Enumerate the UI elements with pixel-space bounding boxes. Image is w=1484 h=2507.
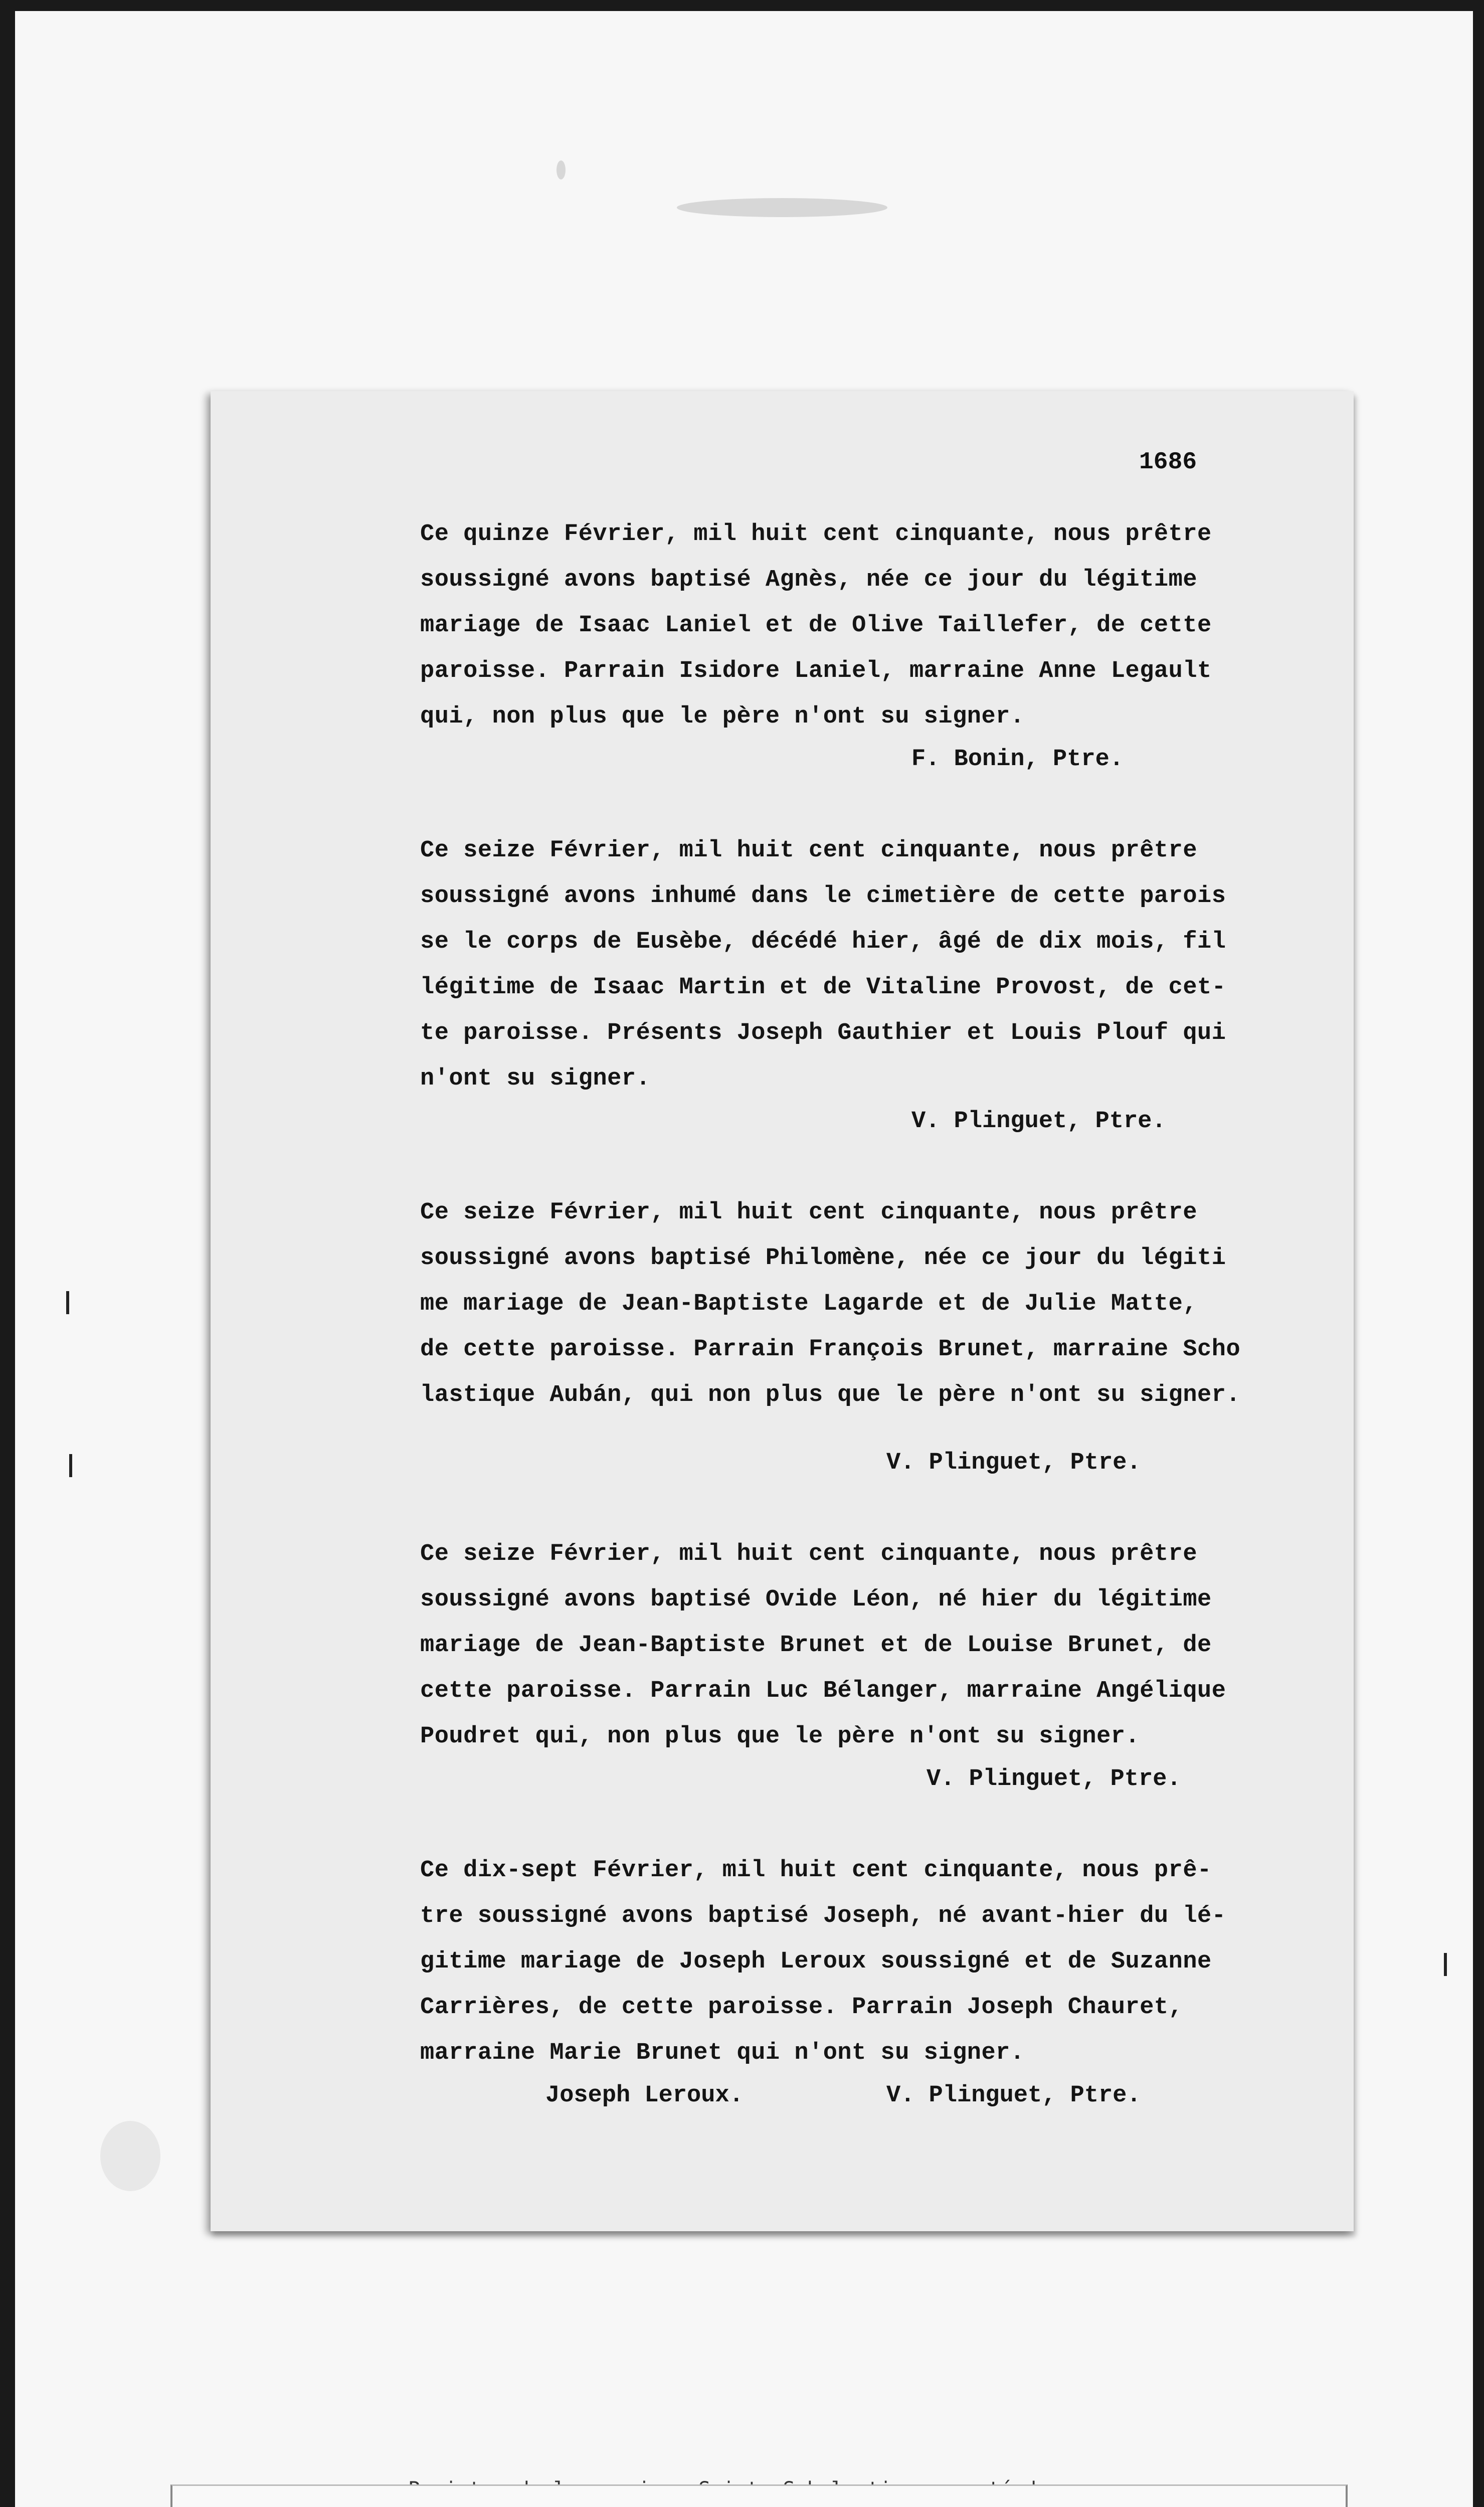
signature-row xyxy=(420,1102,1272,1142)
archives-label-card xyxy=(170,2484,1348,2507)
film-smudge xyxy=(556,160,566,180)
register-entry xyxy=(420,511,1272,780)
entry-line: tre soussigné avons baptisé Joseph, né avant-hier du lé- xyxy=(420,1903,1226,1929)
entry-line: gitime mariage de Joseph Leroux soussigné et de Suzanne xyxy=(420,1948,1212,1975)
entry-line: soussigné avons baptisé Ovide Léon, né hier du légitime xyxy=(420,1586,1212,1613)
film-smudge xyxy=(100,2121,160,2191)
frame-edge-left xyxy=(0,0,15,2507)
film-tickmark xyxy=(66,1291,69,1314)
register-entry xyxy=(420,1190,1272,1483)
film-tickmark xyxy=(69,1454,72,1477)
entry-line: Poudret qui, non plus que le père n'ont su signer. xyxy=(420,1723,1140,1750)
frame-edge-right xyxy=(1473,0,1484,2507)
priest-signature: V. Plinguet, Ptre. xyxy=(886,1450,1141,1476)
priest-signature: F. Bonin, Ptre. xyxy=(911,746,1124,773)
entry-line: légitime de Isaac Martin et de Vitaline Provost, de cet- xyxy=(420,974,1226,1001)
signature-row xyxy=(420,1443,1272,1483)
film-tickmark xyxy=(1444,1953,1447,1976)
entry-line: mariage de Isaac Laniel et de Olive Taillefer, de cette xyxy=(420,612,1212,639)
register-entries xyxy=(420,511,1272,2164)
frame-edge-top xyxy=(0,0,1484,11)
priest-signature: V. Plinguet, Ptre. xyxy=(926,1766,1181,1793)
register-entry xyxy=(420,1848,1272,2116)
priest-signature: V. Plinguet, Ptre. xyxy=(911,1108,1166,1135)
entry-line: marraine Marie Brunet qui n'ont su signer. xyxy=(420,2040,1025,2066)
register-entry xyxy=(420,1531,1272,1800)
film-smudge xyxy=(677,198,887,217)
entry-line: soussigné avons inhumé dans le cimetière de cette parois xyxy=(420,883,1226,910)
entry-line: Ce dix-sept Février, mil huit cent cinquante, nous prê- xyxy=(420,1857,1212,1884)
entry-line: soussigné avons baptisé Agnès, née ce jour du légitime xyxy=(420,567,1198,593)
entry-line: mariage de Jean-Baptiste Brunet et de Louise Brunet, de xyxy=(420,1632,1212,1659)
signature-row xyxy=(420,1759,1272,1800)
signature-row xyxy=(420,740,1272,780)
entry-line: Ce seize Février, mil huit cent cinquante, nous prêtre xyxy=(420,1199,1198,1226)
entry-line: paroisse. Parrain Isidore Laniel, marraine Anne Legault xyxy=(420,658,1212,684)
entry-line: cette paroisse. Parrain Luc Bélanger, marraine Angélique xyxy=(420,1678,1226,1704)
entry-line: me mariage de Jean-Baptiste Lagarde et de Julie Matte, xyxy=(420,1291,1198,1317)
entry-line: te paroisse. Présents Joseph Gauthier et Louis Plouf qui xyxy=(420,1020,1226,1046)
witness-signature: Joseph Leroux. xyxy=(545,2082,744,2109)
entry-line: Ce seize Février, mil huit cent cinquante, nous prêtre xyxy=(420,837,1198,864)
register-entry xyxy=(420,828,1272,1142)
entry-line: Ce seize Février, mil huit cent cinquante, nous prêtre xyxy=(420,1541,1198,1567)
signature-row xyxy=(420,2076,1272,2116)
entry-line: lastique Aubán, qui non plus que le père n'ont su signer. xyxy=(420,1382,1241,1408)
entry-line: soussigné avons baptisé Philomène, née ce jour du légiti xyxy=(420,1245,1226,1272)
entry-line: qui, non plus que le père n'ont su signer. xyxy=(420,703,1025,730)
entry-line: de cette paroisse. Parrain François Brunet, marraine Scho xyxy=(420,1336,1241,1363)
priest-signature: V. Plinguet, Ptre. xyxy=(886,2082,1141,2109)
entry-line: n'ont su signer. xyxy=(420,1065,651,1092)
entry-line: Carrières, de cette paroisse. Parrain Joseph Chauret, xyxy=(420,1994,1183,2021)
page-number: 1686 xyxy=(1139,449,1197,476)
entry-line: Ce quinze Février, mil huit cent cinquante, nous prêtre xyxy=(420,521,1212,548)
entry-line: se le corps de Eusèbe, décédé hier, âgé de dix mois, fil xyxy=(420,929,1226,955)
